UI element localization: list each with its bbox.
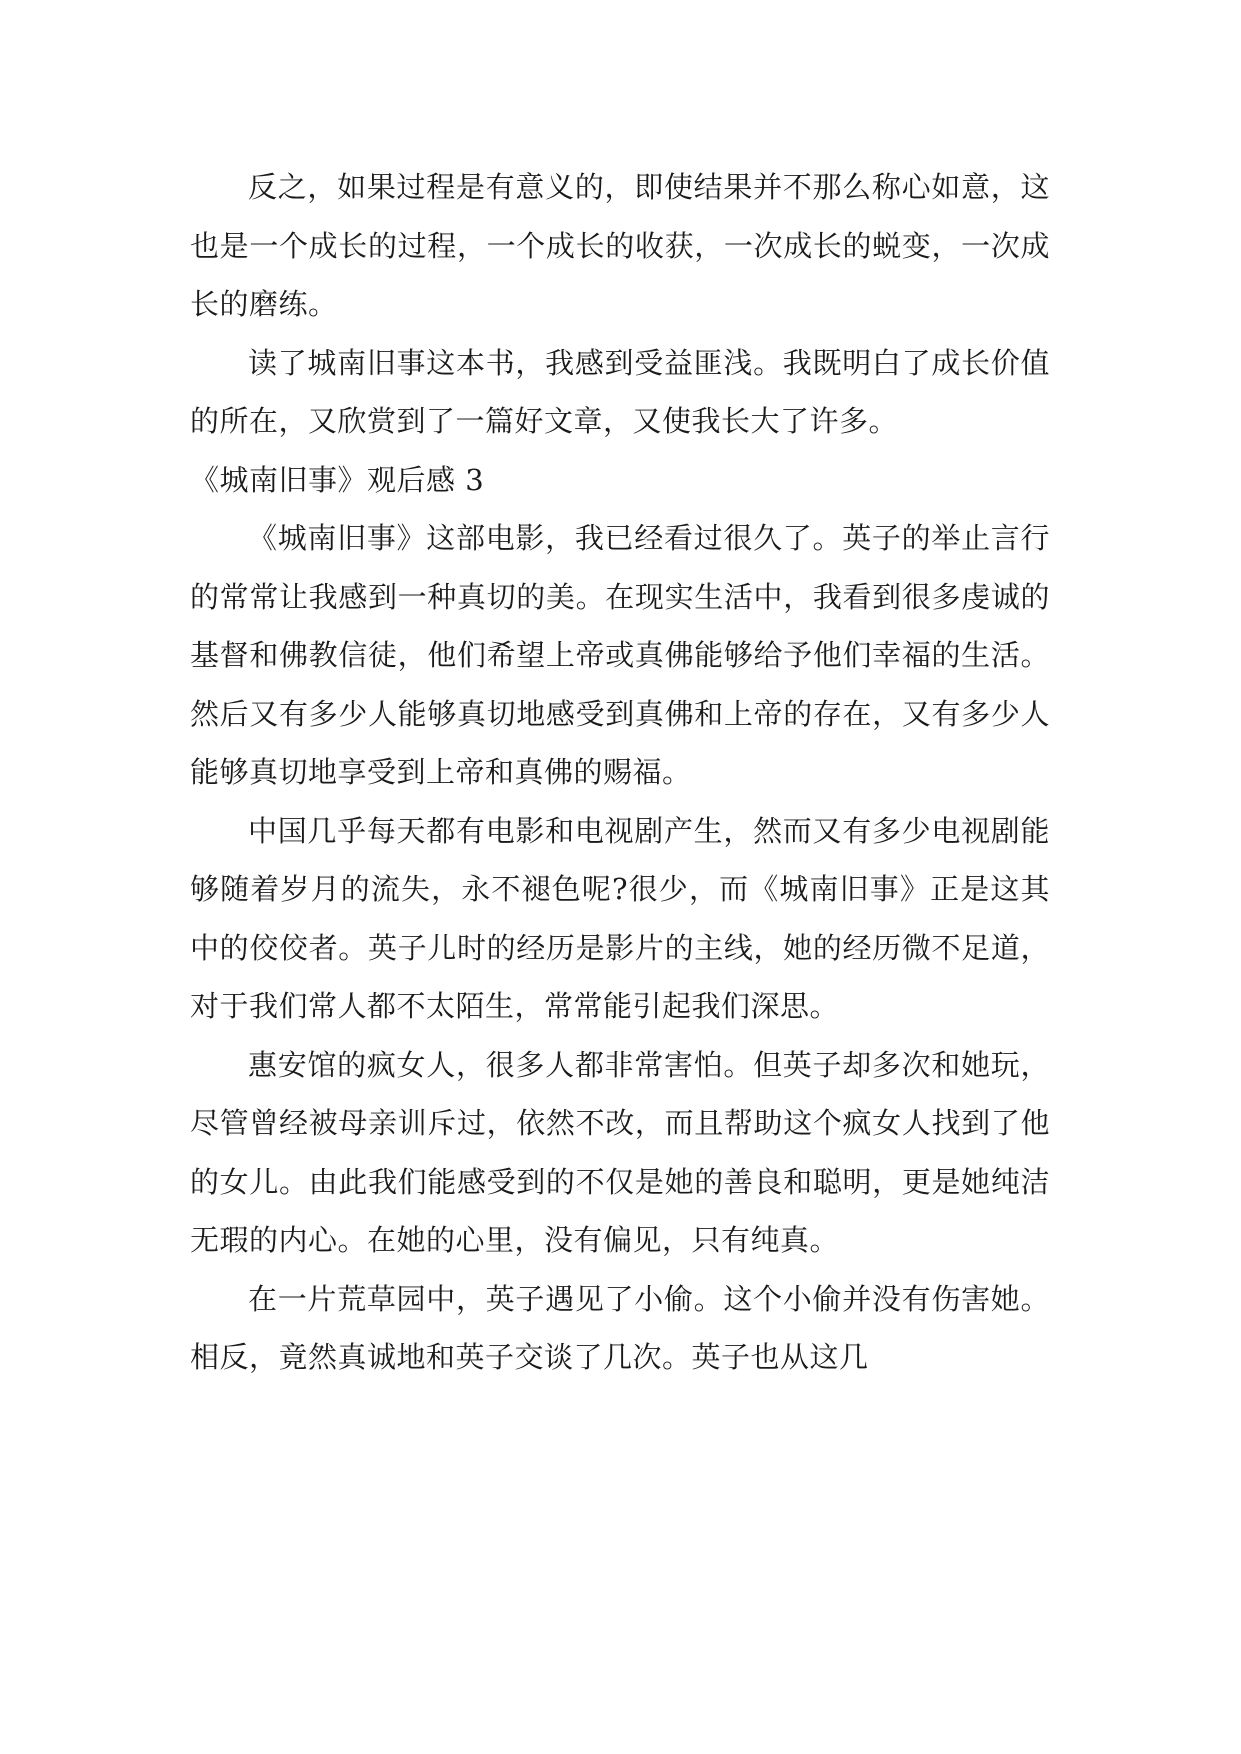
paragraph: 在一片荒草园中，英子遇见了小偷。这个小偷并没有伤害她。相反，竟然真诚地和英子交谈了几次。英子也从这几 bbox=[190, 1281, 1050, 1374]
paragraph: 《城南旧事》这部电影，我已经看过很久了。英子的举止言行的常常让我感到一种真切的美。在现实生活中，我看到很多虔诚的基督和佛教信徒，他们希望上帝或真佛能够给予他们幸福的生活。然后又有多少人能够真切地感受到真佛和上帝的存在，又有多少人能够真切地享受到上帝和真佛的赐福。 bbox=[190, 521, 1050, 789]
document-page bbox=[190, 158, 1050, 1387]
paragraph: 中国几乎每天都有电影和电视剧产生，然而又有多少电视剧能够随着岁月的流失，永不褪色呢?很少，而《城南旧事》正是这其中的佼佼者。英子儿时的经历是影片的主线，她的经历微不足道，对于我们常人都不太陌生，常常能引起我们深思。 bbox=[190, 813, 1050, 1023]
paragraph: 读了城南旧事这本书，我感到受益匪浅。我既明白了成长价值的所在，又欣赏到了一篇好文章，又使我长大了许多。 bbox=[190, 345, 1050, 438]
section-heading: 《城南旧事》观后感 3 bbox=[190, 462, 485, 497]
paragraph: 反之，如果过程是有意义的，即使结果并不那么称心如意，这也是一个成长的过程，一个成长的收获，一次成长的蜕变，一次成长的磨练。 bbox=[190, 170, 1050, 321]
paragraph: 惠安馆的疯女人，很多人都非常害怕。但英子却多次和她玩，尽管曾经被母亲训斥过，依然不改，而且帮助这个疯女人找到了他的女儿。由此我们能感受到的不仅是她的善良和聪明，更是她纯洁无瑕的内心。在她的心里，没有偏见，只有纯真。 bbox=[190, 1047, 1050, 1257]
